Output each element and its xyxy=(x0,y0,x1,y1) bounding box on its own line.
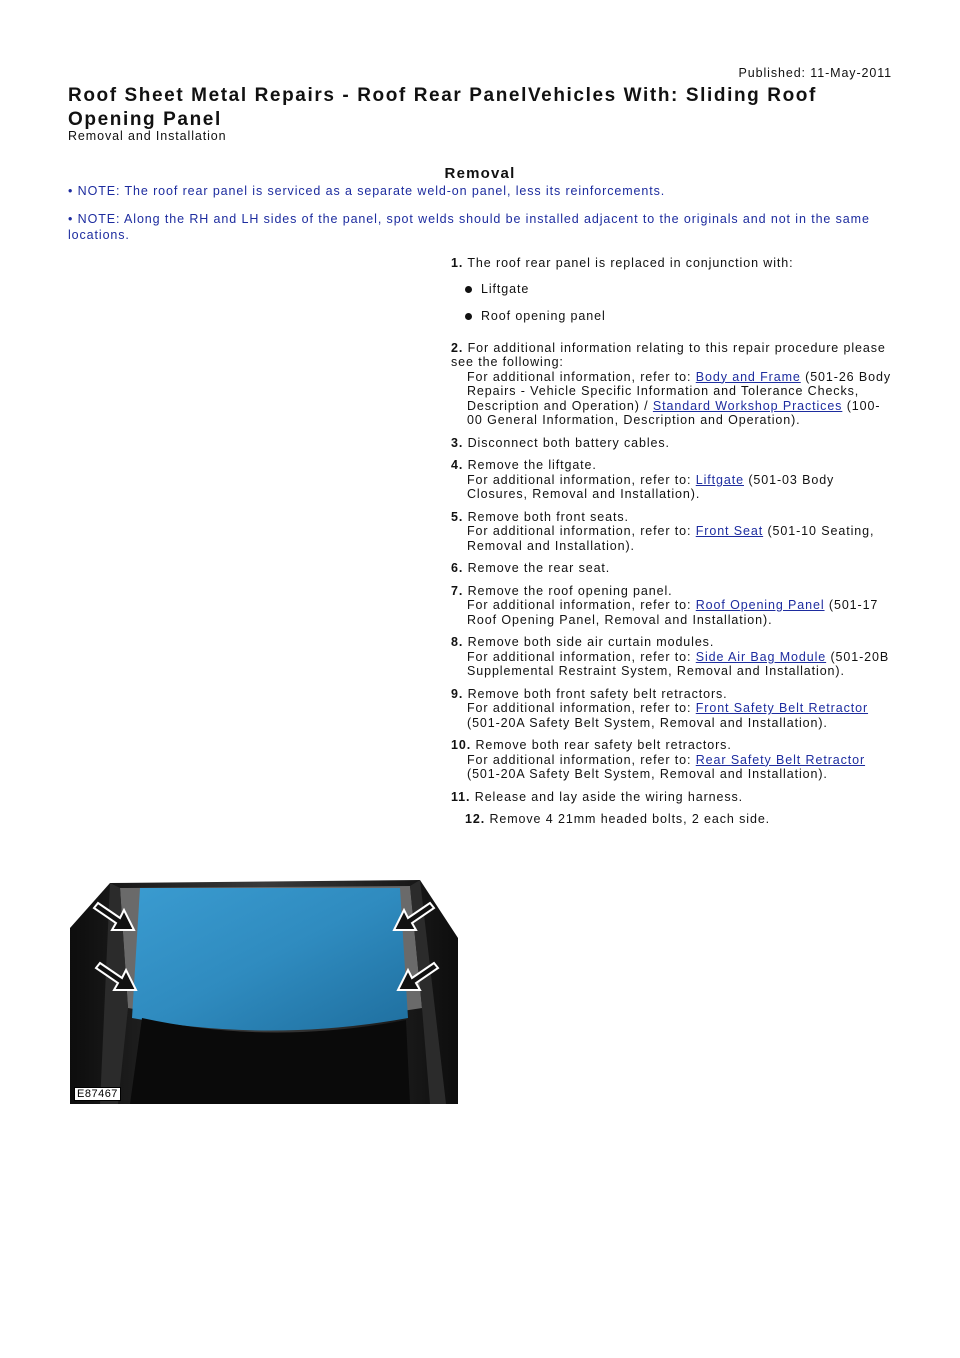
link-standard-workshop-practices[interactable]: Standard Workshop Practices xyxy=(652,398,843,413)
step-text: Remove the liftgate. xyxy=(467,458,597,472)
step-number: 7. xyxy=(451,583,464,598)
link-front-seat[interactable]: Front Seat xyxy=(695,524,764,538)
step-reference xyxy=(451,473,891,502)
step-number: 5. xyxy=(451,509,464,524)
step-text: For additional information relating to this repair procedure please see the following: xyxy=(451,340,886,369)
step-number: 6. xyxy=(451,561,464,575)
step-number: 2. xyxy=(451,340,464,355)
step-11 xyxy=(451,790,891,805)
step-reference xyxy=(451,524,891,553)
step-reference xyxy=(451,650,891,679)
steps-list xyxy=(451,256,891,835)
step-8 xyxy=(451,635,891,679)
step-text: Remove the rear seat. xyxy=(467,561,611,575)
link-liftgate[interactable]: Liftgate xyxy=(695,472,744,487)
reference-suffix: (501-03 Body Closures, Removal and Installation). xyxy=(467,472,835,501)
link-roof-opening-panel[interactable]: Roof Opening Panel xyxy=(695,598,825,612)
link-body-and-frame[interactable]: Body and Frame xyxy=(695,369,801,384)
step-9 xyxy=(451,687,891,731)
sub-item-label: Liftgate xyxy=(481,281,530,296)
page-subtitle: Removal and Installation xyxy=(68,129,227,143)
step-number: 11. xyxy=(451,789,471,804)
bullet-icon xyxy=(465,313,472,320)
roof-panel-illustration xyxy=(70,868,458,1104)
link-side-air-bag-module[interactable]: Side Air Bag Module xyxy=(695,649,827,664)
figure-label: E87467 xyxy=(74,1087,121,1101)
step-2 xyxy=(451,341,891,428)
note-spot-welds: • NOTE: Along the RH and LH sides of the panel, spot welds should be installed adjacent to the originals and not in the same locations. xyxy=(68,212,870,242)
link-front-safety-belt-retractor[interactable]: Front Safety Belt Retractor xyxy=(695,701,869,715)
reference-prefix: For additional information, refer to: xyxy=(467,752,696,767)
step-reference xyxy=(451,370,891,428)
reference-suffix: (100-00 General Information, Description and Operation). xyxy=(467,398,881,427)
step-1 xyxy=(451,256,891,325)
reference-suffix: (501-20A Safety Belt System, Removal and Installation). xyxy=(467,715,828,730)
step-text: Remove 4 21mm headed bolts, 2 each side. xyxy=(489,812,771,826)
step-7 xyxy=(451,584,891,628)
step-text: Remove both front safety belt retractors. xyxy=(467,686,728,701)
reference-suffix: (501-20A Safety Belt System, Removal and Installation). xyxy=(467,767,828,781)
step-5 xyxy=(451,510,891,554)
step-text: Remove both rear safety belt retractors. xyxy=(475,738,732,752)
reference-text: (501-26 Body Repairs - Vehicle Specific Information and Tolerance Checks, Description and Operation) / xyxy=(467,369,891,413)
step-text: Remove the roof opening panel. xyxy=(467,583,673,598)
step-number: 10. xyxy=(451,738,472,752)
note-service-panel: • NOTE: The roof rear panel is serviced as a separate weld-on panel, less its reinforcements. xyxy=(68,184,666,198)
step-reference xyxy=(451,753,891,782)
step-10 xyxy=(451,738,891,782)
published-date: Published: 11-May-2011 xyxy=(738,66,892,80)
reference-suffix: (501-20B Supplemental Restraint System, Removal and Installation). xyxy=(467,649,890,678)
bullet-icon xyxy=(465,286,472,293)
section-heading-removal: Removal xyxy=(444,165,516,182)
step-text: Remove both side air curtain modules. xyxy=(467,635,715,649)
link-rear-safety-belt-retractor[interactable]: Rear Safety Belt Retractor xyxy=(695,752,866,767)
page-title: Roof Sheet Metal Repairs - Roof Rear PanelVehicles With: Sliding Roof Opening Panel xyxy=(68,85,817,130)
step-text: Disconnect both battery cables. xyxy=(467,435,670,450)
step-number: 4. xyxy=(451,458,464,472)
step-text: Release and lay aside the wiring harness. xyxy=(474,789,744,804)
reference-prefix: For additional information, refer to: xyxy=(467,598,696,612)
step-12 xyxy=(451,812,891,827)
step-4 xyxy=(451,458,891,502)
step-text: The roof rear panel is replaced in conjunction with: xyxy=(467,256,794,270)
reference-prefix: For additional information, refer to: xyxy=(467,649,696,664)
step-number: 8. xyxy=(451,635,464,649)
step-number: 9. xyxy=(451,686,464,701)
step-reference xyxy=(451,701,891,730)
step-reference xyxy=(451,598,891,627)
step-number: 12. xyxy=(465,812,486,826)
roof-panel-drawing xyxy=(70,868,458,1104)
sub-item-liftgate xyxy=(465,281,891,298)
step-number: 3. xyxy=(451,435,464,450)
reference-prefix: For additional information, refer to: xyxy=(467,524,696,538)
step-text: Remove both front seats. xyxy=(467,509,629,524)
reference-prefix: For additional information, refer to: xyxy=(467,701,696,715)
reference-suffix: (501-17 Roof Opening Panel, Removal and Installation). xyxy=(467,598,879,627)
sub-item-roof-opening-panel xyxy=(465,308,891,325)
step-number: 1. xyxy=(451,256,464,270)
step-3 xyxy=(451,436,891,451)
reference-prefix: For additional information, refer to: xyxy=(467,472,696,487)
reference-prefix: For additional information, refer to: xyxy=(467,369,696,384)
reference-suffix: (501-10 Seating, Removal and Installation). xyxy=(467,524,875,553)
sub-item-label: Roof opening panel xyxy=(481,308,606,323)
step-6 xyxy=(451,561,891,576)
